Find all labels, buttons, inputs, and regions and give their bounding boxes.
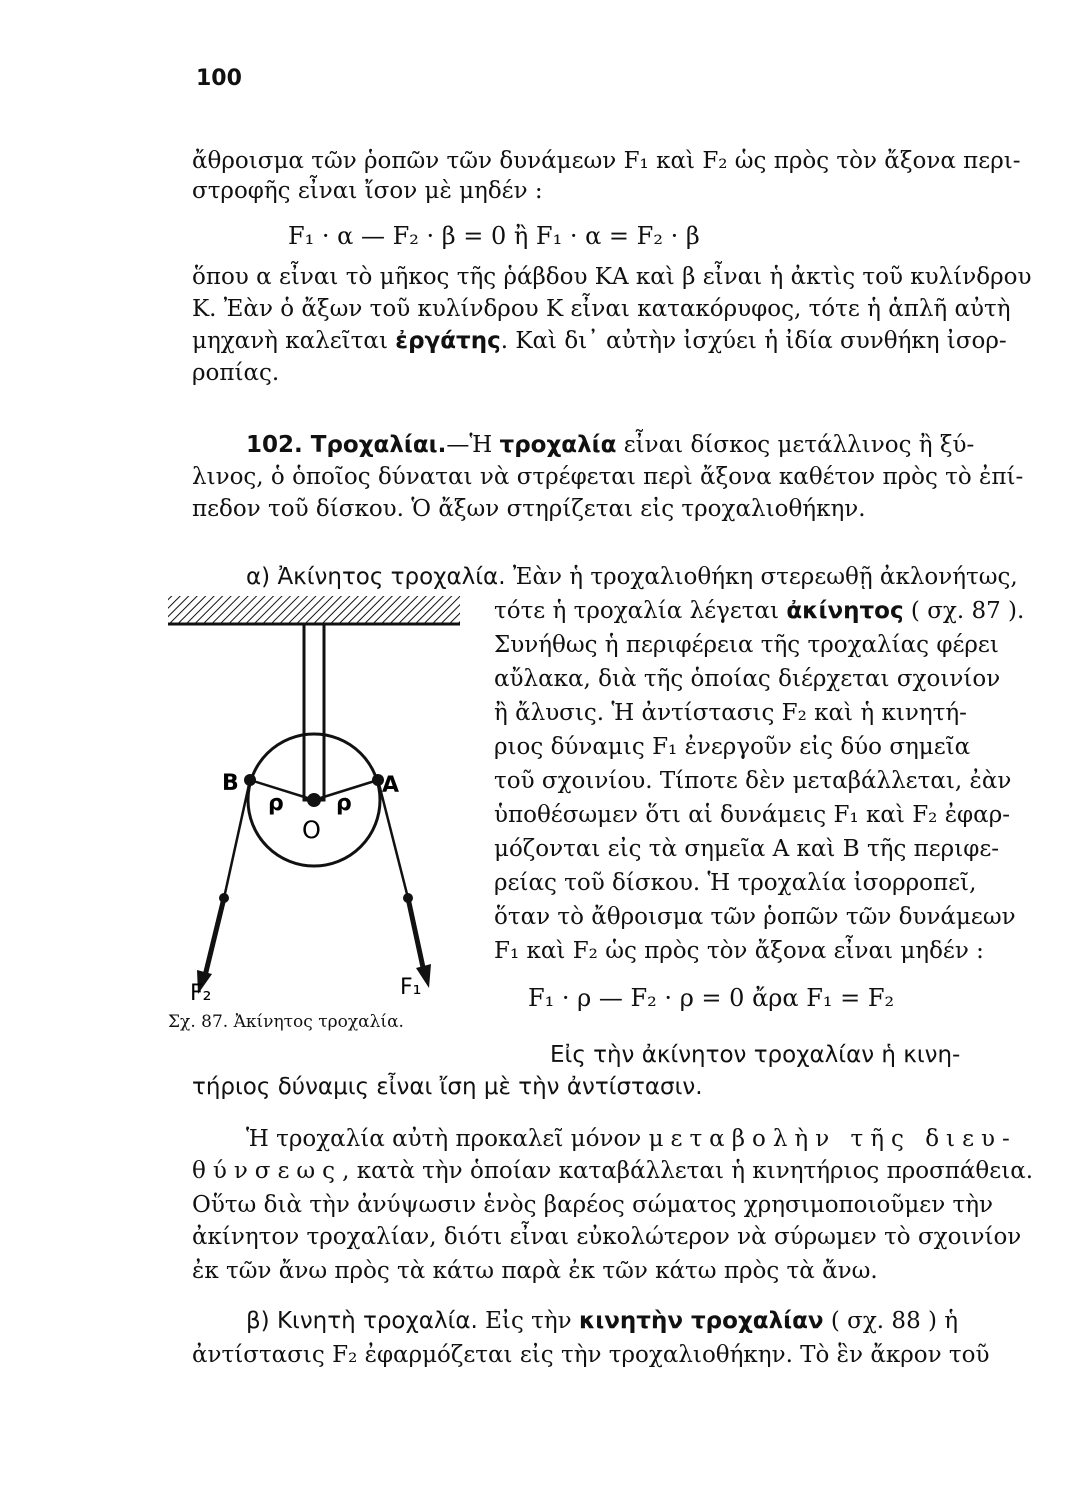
text-run: Ἡ [469, 432, 500, 458]
label-f2: F₂ [190, 981, 212, 1006]
pulley-block-rod [304, 624, 324, 800]
text-run: εἶναι δίσκος μετάλλινος ἢ ξύ- [616, 432, 975, 458]
fixed-line-2 [494, 596, 1024, 626]
term-akinitos: ἀκίνητος [786, 598, 904, 624]
label-rho-left: ρ [268, 791, 284, 816]
intro-line-2: στροφῆς εἶναι ἴσον μὲ μηδέν : [192, 178, 543, 204]
section-heading: 102. Τροχαλίαι. [246, 432, 447, 458]
fixed-line-11: ὅταν τὸ ἄθροισμα τῶν ῥοπῶν τῶν δυνάμεων [494, 904, 1016, 930]
fixed-conclusion-1: Εἰς τὴν ἀκίνητον τροχαλίαν ἡ κινη- [550, 1042, 961, 1068]
intro-line-3: ὅπου α εἶναι τὸ μῆκος τῆς ῥάβδου ΚΑ καὶ β εἶναι ἡ ἀκτὶς τοῦ κυλίνδρου [192, 264, 1032, 290]
emphasis-spaced: μεταβολὴν τῆς διευ- [648, 1126, 1017, 1152]
text-run: ( σχ. 87 ). [903, 598, 1025, 624]
rope-point-left [219, 893, 229, 903]
ceiling-hatch [168, 596, 460, 624]
label-rho-right: ρ [336, 791, 352, 816]
fixed-line-3: Συνήθως ἡ περιφέρεια τῆς τροχαλίας φέρει [494, 632, 999, 658]
fixed-pulley-figure [160, 590, 470, 1010]
term-trochalia: τροχαλία [499, 432, 617, 458]
axis-point-o [307, 793, 321, 807]
pulley-equation: F₁ · ρ — F₂ · ρ = 0 ἄρα F₁ = F₂ [528, 984, 895, 1012]
label-o: Ο [302, 816, 321, 844]
term-kiniti-trochalia: κινητὴν τροχαλίαν [578, 1308, 824, 1334]
rope-left [224, 780, 250, 898]
direction-line-2 [192, 1156, 1033, 1186]
section-102-line-3: πεδον τοῦ δίσκου. Ὁ ἄξων στηρίζεται εἰς τροχαλιοθήκην. [192, 496, 866, 522]
fixed-pulley-line-1 [246, 562, 1018, 592]
fixed-line-5: ἢ ἄλυσις. Ἡ ἀντίστασις F₂ καὶ ἡ κινητή- [494, 700, 967, 726]
intro-line-4: Κ. Ἐὰν ὁ ἄξων τοῦ κυλίνδρου Κ εἶναι κατακόρυφος, τότε ἡ ἁπλῆ αὐτὴ [192, 296, 1011, 322]
emphasis-spaced: θύνσεως [192, 1158, 343, 1184]
intro-line-6: ροπίας. [192, 360, 280, 386]
subsection-heading: β) Κινητὴ τροχαλία. [246, 1308, 478, 1334]
subsection-heading: α) Ἀκίνητος τροχαλία. [246, 564, 506, 590]
page-number: 100 [196, 66, 242, 91]
fixed-line-4: αὔλακα, διὰ τῆς ὁποίας διέρχεται σχοινίον [494, 666, 1001, 692]
fixed-line-9: μόζονται εἰς τὰ σημεῖα Α καὶ Β τῆς περιφε- [494, 836, 1000, 862]
lever-equation: F₁ · α — F₂ · β = 0 ἢ F₁ · α = F₂ · β [288, 222, 700, 250]
text-run: ( σχ. 88 ) ἡ [823, 1308, 959, 1334]
force-f1-arrow-shaft [408, 898, 424, 972]
label-a: Α [382, 773, 400, 798]
section-102-line-1 [246, 430, 974, 460]
fixed-line-6: ριος δύναμις F₁ ἐνεργοῦν εἰς δύο σημεῖα [494, 734, 971, 760]
movable-pulley-line-2: ἀντίστασις F₂ ἐφαρμόζεται εἰς τὴν τροχαλιοθήκην. Τὸ ἓν ἄκρον τοῦ [192, 1342, 990, 1368]
fixed-line-10: ρείας τοῦ δίσκου. Ἡ τροχαλία ἰσορροπεῖ, [494, 870, 977, 896]
fixed-line-8: ὑποθέσωμεν ὅτι αἱ δυνάμεις F₁ καὶ F₂ ἐφαρ- [494, 802, 1010, 828]
direction-line-4: ἀκίνητον τροχαλίαν, διότι εἶναι εὐκολώτερον νὰ σύρωμεν τὸ σχοινίον [192, 1224, 1022, 1250]
direction-line-1 [246, 1124, 1017, 1154]
text-run: . Καὶ δι᾽ αὐτὴν ἰσχύει ἡ ἰδία συνθήκη ἰσορ- [500, 328, 1007, 354]
force-f2-arrow-shaft [204, 898, 224, 980]
fixed-conclusion-2: τήριος δύναμις εἶναι ἴση μὲ τὴν ἀντίστασιν. [192, 1074, 703, 1100]
label-b: Β [222, 771, 239, 796]
direction-line-3: Οὕτω διὰ τὴν ἀνύψωσιν ἑνὸς βαρέος σώματος χρησιμοποιοῦμεν τὴν [192, 1192, 994, 1218]
direction-line-5: ἐκ τῶν ἄνω πρὸς τὰ κάτω παρὰ ἐκ τῶν κάτω πρὸς τὰ ἄνω. [192, 1258, 878, 1284]
text-run: — [446, 432, 470, 458]
text-run: Ἡ τροχαλία αὐτὴ προκαλεῖ μόνον [246, 1126, 649, 1152]
movable-pulley-line-1 [246, 1306, 958, 1336]
section-102-line-2: λινος, ὁ ὁποῖος δύναται νὰ στρέφεται περὶ ἄξονα καθέτον πρὸς τὸ ἐπί- [192, 464, 1024, 490]
figure-caption: Σχ. 87. Ἀκίνητος τροχαλία. [168, 1012, 404, 1032]
point-b [244, 774, 256, 786]
rope-point-right [403, 893, 413, 903]
intro-line-1: ἄθροισμα τῶν ῥοπῶν τῶν δυνάμεων F₁ καὶ F₂ ὡς πρὸς τὸν ἄξονα περι- [192, 148, 1021, 174]
intro-line-5 [192, 326, 1007, 356]
fixed-line-7: τοῦ σχοινίου. Τίποτε δὲν μεταβάλλεται, ἐὰν [494, 768, 1012, 794]
term-ergatis: ἐργάτης [395, 328, 501, 354]
text-run: Ἐὰν ἡ τροχαλιοθήκη στερεωθῇ ἀκλονήτως, [505, 564, 1018, 590]
text-run: , κατὰ τὴν ὁποίαν καταβάλλεται ἡ κινητήριος προσπάθεια. [342, 1158, 1034, 1184]
text-run: Εἰς τὴν [477, 1308, 579, 1334]
label-f1: F₁ [400, 975, 422, 1000]
text-run: τότε ἡ τροχαλία λέγεται [494, 598, 787, 624]
fixed-line-12: F₁ καὶ F₂ ὡς πρὸς τὸν ἄξονα εἶναι μηδέν : [494, 938, 984, 964]
text-run: μηχανὴ καλεῖται [192, 328, 396, 354]
